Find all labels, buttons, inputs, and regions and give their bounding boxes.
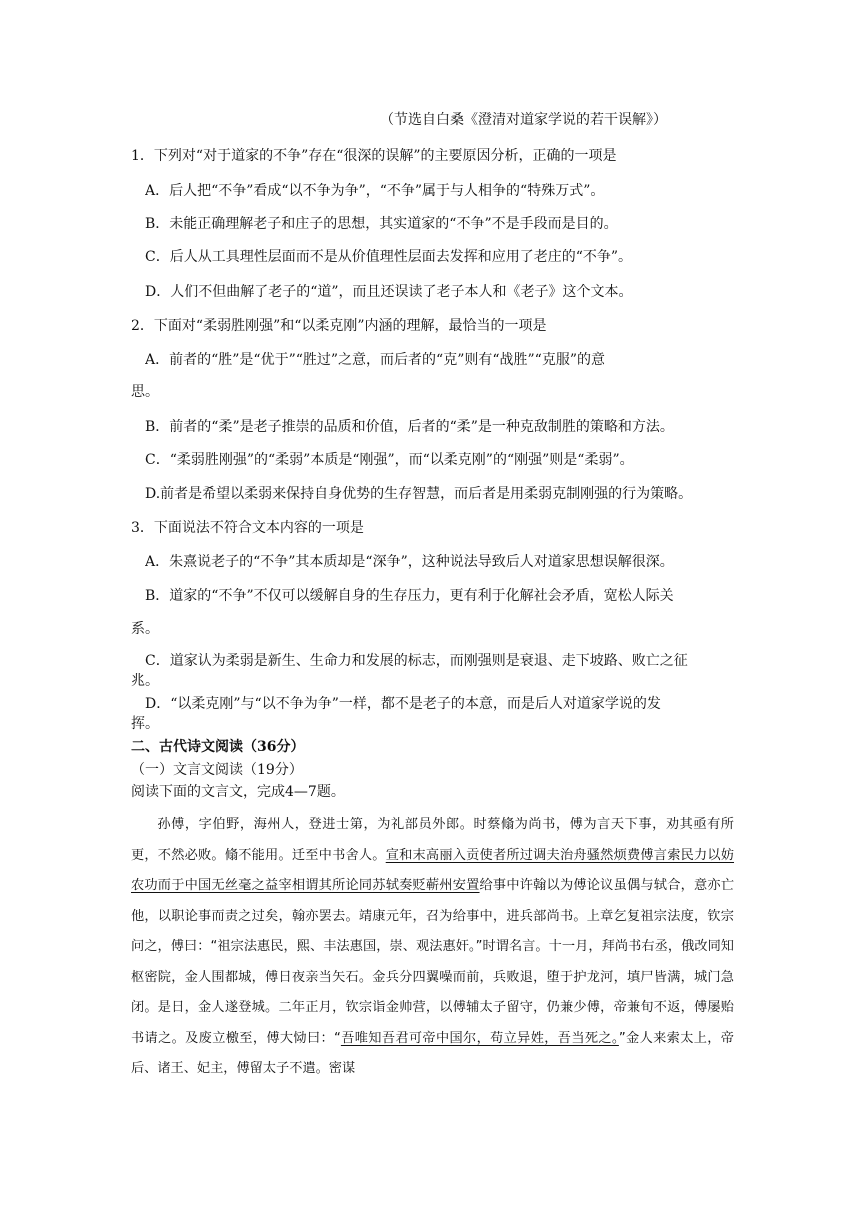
question-1-option-c: C．后人从工具理性层面而不是从价值理性层面去发挥和应用了老庄的“不争”。 (145, 249, 633, 265)
passage-text-3: ”金人来索太上，帝后、诸王、妃主，傅留太子不遣。密谋 (131, 1030, 734, 1076)
question-1-stem: 1．下列对“对于道家的不争”存在“很深的误解”的主要原因分析，正确的一项是 (131, 148, 617, 164)
question-2-option-d: D.前者是希望以柔弱来保持自身优势的生存智慧，而后者是用柔弱克制刚强的行为策略。 (145, 486, 693, 502)
classical-chinese-passage (131, 810, 734, 1085)
reading-instruction: 阅读下面的文言文，完成4—7题。 (131, 784, 345, 800)
question-3-stem: 3．下面说法不符合文本内容的一项是 (131, 520, 364, 536)
question-2-stem: 2．下面对“柔弱胜刚强”和“以柔克刚”内涵的理解，最恰当的一项是 (131, 318, 547, 334)
question-1-option-d: D．人们不但曲解了老子的“道”，而且还误读了老子本人和《老子》这个文本。 (145, 284, 633, 300)
source-citation: （节选自白桑《澄清对道家学说的若干误解》） (380, 112, 667, 128)
underlined-sentence-1: 宣和末高丽入贡使者所过调夫治舟骚然烦费傅言索民力以妨农功而于中国无丝毫之益宰相谓其所论同苏轼奏贬蕲州安置 (131, 847, 735, 893)
question-3-option-d: D．“以柔克刚”与“以不争为争”一样，都不是老子的本意，而是后人对道家学说的发 (145, 696, 661, 712)
question-2-option-a: A．前者的“胜”是“优于”“胜过”之意，而后者的“克”则有“战胜”“克服”的意 (145, 352, 605, 368)
question-3-option-b: B．道家的“不争”不仅可以缓解自身的生存压力，更有利于化解社会矛盾，宽松人际关 (145, 588, 674, 604)
passage-text-1: 孙傅，字伯野，海州人，登进士第，为礼部员外郎。时蔡翛为尚书，傅为言天下事，劝其亟有所更，不然必败。翛不能用。迁至中书舍人。 (131, 817, 734, 863)
question-3-option-c: C．道家认为柔弱是新生、生命力和发展的标志，而刚强则是衰退、走下坡路、败亡之征 (145, 653, 688, 669)
question-3-option-b-continued: 系。 (131, 621, 159, 637)
underlined-sentence-2: 吾唯知吾君可帝中国尔，苟立异姓，吾当死之。 (340, 1030, 619, 1046)
question-2-option-a-continued: 思。 (131, 384, 159, 400)
passage-text-2: 给事中许翰以为傅论议虽偶与轼合，意亦亡他，以职论事而责之过矣，翰亦罢去。靖康元年，召为给事中，进兵部尚书。上章乞复祖宗法度，钦宗问之，傅曰：“祖宗法惠民，熙、丰法惠国，崇、观法惠奸。”时谓名言。十一月，拜尚书右丞，俄改同知枢密院，金人围都城，傅日夜亲当矢石。金兵分四翼噪而前，兵败退，堕于护龙河，填尸皆满，城门急闭。是日，金人遂登城。二年正月，钦宗诣金帅营，以傅辅太子留守，仍兼少傅，帝兼旬不返，傅屡贻书请之。及废立檄至，傅大恸曰：“ (131, 878, 735, 1046)
question-2-option-b: B．前者的“柔”是老子推崇的品质和价值，后者的“柔”是一种克敌制胜的策略和方法。 (145, 419, 674, 435)
question-3-option-c-continued: 兆。 (131, 673, 159, 689)
question-1-option-b: B．未能正确理解老子和庄子的思想，其实道家的“不争”不是手段而是目的。 (145, 216, 618, 232)
question-1-option-a: A．后人把“不争”看成“以不争为争”，“不争”属于与人相争的“特殊万式”。 (145, 183, 605, 199)
subsection-heading: （一）文言文阅读（19分） (131, 762, 303, 778)
section-heading: 二、古代诗文阅读（36分） (131, 739, 305, 755)
question-2-option-c: C．“柔弱胜刚强”的“柔弱”本质是“刚强”，而“以柔克刚”的“刚强”则是“柔弱”。 (145, 452, 634, 468)
question-3-option-d-continued: 挥。 (131, 716, 159, 732)
question-3-option-a: A．朱熹说老子的“不争”其本质却是“深争”，这种说法导致后人对道家思想误解很深。 (145, 554, 674, 570)
